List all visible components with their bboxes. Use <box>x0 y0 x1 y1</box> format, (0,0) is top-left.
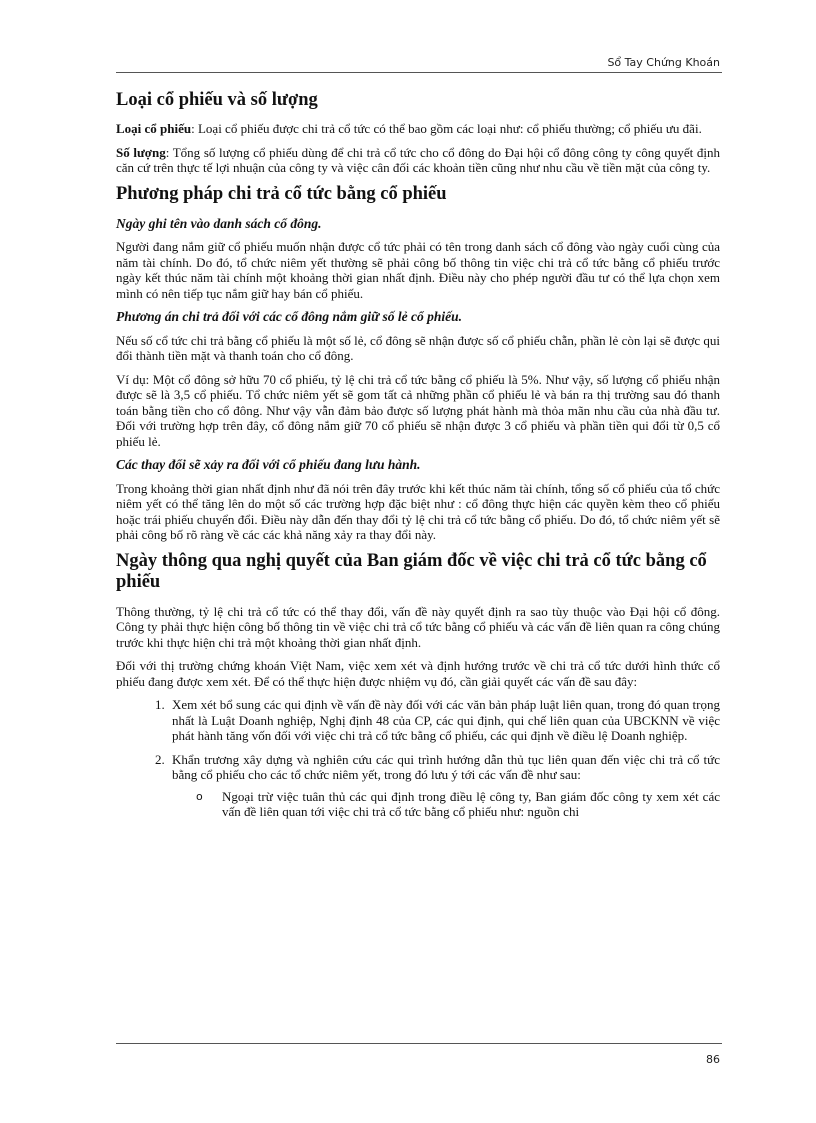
paragraph: Người đang nắm giữ cổ phiếu muốn nhận được cổ tức phải có tên trong danh sách cổ đông vào ngày cuối cùng của năm tài chính. Do đó, tổ chức niêm yết thường sẽ phải công bố thông tin việc chi trả cổ tức bằng cổ phiếu trước ngày kết thúc năm tài chính một khoảng thời gian nhất định. Điều này cho phép người đầu tư có thể lựa chọn xem mình có nên tiếp tục nắm giữ hay bán cổ phiếu. <box>116 239 720 301</box>
section-heading: Loại cổ phiếu và số lượng <box>116 90 318 110</box>
list-item-text: Ngoại trừ việc tuân thủ các qui định trong điều lệ công ty, Ban giám đốc công ty xem xét các vấn đề liên quan tới việc chi trả cổ tức bằng cổ phiếu như: nguồn chi <box>222 788 720 819</box>
term-label: Số lượng <box>116 144 166 160</box>
section-stock-types <box>116 90 720 176</box>
numbered-list <box>116 697 720 820</box>
subsection-heading: Các thay đổi sẽ xảy ra đối với cổ phiếu đang lưu hành. <box>116 457 421 472</box>
page-number: 86 <box>706 1053 720 1066</box>
subsection-heading: Ngày ghi tên vào danh sách cổ đông. <box>116 215 322 231</box>
paragraph <box>116 121 720 137</box>
paragraph: Thông thường, tỷ lệ chi trả cổ tức có thể thay đổi, vấn đề này quyết định ra sao tùy thuộc vào Đại hội cổ đông. Công ty phải thực hiện công bố thông tin về việc chi trả cổ tức bằng cổ phiếu và các vấn đề liên quan ra công chúng trước khi thực hiện chi trả một khoảng thời gian nhất định. <box>116 603 720 650</box>
list-item <box>196 788 720 820</box>
paragraph: Ví dụ: Một cổ đông sở hữu 70 cổ phiếu, tỷ lệ chi trả cổ tức bằng cổ phiếu là 5%. Như vậy, số lượng cổ phiếu nhận được sẽ là 3,5 cổ phiếu. Tổ chức niêm yết sẽ gom tất cả những phần cổ phiếu lẻ và bán ra thị trường sau đó thanh toán bằng tiền cho cổ đông. Như vậy vẫn đảm bảo được số lượng phát hành mà thỏa mãn nhu cầu của nhà đầu tư. Đối với trường hợp trên đây, cổ đông nắm giữ 70 cổ phiếu sẽ nhận được 3 cổ phiếu và phần tiền qui đổi từ 0,5 cổ phiếu lẻ. <box>116 371 720 449</box>
footer-rule <box>116 1043 722 1044</box>
section-payment-method <box>116 184 720 543</box>
paragraph: Đối với thị trường chứng khoán Việt Nam, việc xem xét và định hướng trước về chi trả cổ tức dưới hình thức cổ phiếu đang được xem xét. Để có thể thực hiện được nhiệm vụ đó, cần giải quyết các vấn đề sau đây: <box>116 658 720 689</box>
section-heading: Phương pháp chi trả cổ tức bằng cổ phiếu <box>116 183 447 204</box>
paragraph <box>116 145 720 176</box>
page-content <box>116 90 720 828</box>
bullet-list <box>172 789 720 820</box>
header-rule <box>116 72 722 73</box>
header-title: Sổ Tay Chứng Khoán <box>607 56 720 69</box>
list-item-text: Khẩn trương xây dựng và nghiên cứu các qui trình hướng dẫn thủ tục liên quan đến việc chi trả cổ tức bằng cổ phiếu cho các tổ chức niêm yết, trong đó lưu ý tới các vấn đề như sau: <box>172 751 720 782</box>
paragraph-text: : Loại cổ phiếu được chi trả cổ tức có thể bao gồm các loại như: cổ phiếu thường; cổ phiếu ưu đãi. <box>191 121 702 136</box>
paragraph-text: : Tổng số lượng cổ phiếu dùng để chi trả cổ tức cho cổ đông do Đại hội cổ đông công ty công quyết định căn cứ trên thực tế lợi nhuận của công ty và việc cân đối các khoản tiền cũng như nhu cầu về tiền mặt của công ty. <box>116 144 720 175</box>
term-label: Loại cổ phiếu <box>116 121 192 136</box>
subsection-heading: Phương án chi trả đối với các cổ đông nắm giữ số lẻ cổ phiếu. <box>116 309 463 324</box>
circle-bullet-icon: o <box>196 789 203 803</box>
section-heading: Ngày thông qua nghị quyết của Ban giám đốc về việc chi trả cổ tức bằng cổ phiếu <box>116 550 707 592</box>
section-board-resolution <box>116 551 720 820</box>
list-item <box>168 752 720 820</box>
list-item: 1. Xem xét bổ sung các qui định về vấn đề này đối với các văn bản pháp luật liên quan, trong đó quan trọng nhất là Luật Doanh nghiệp, Nghị định 48 của CP, các qui định, qui chế liên quan của UBCKNN về việc phát hành tăng vốn đối với việc chi trả cổ tức bằng cổ phiếu, các qui định về điều lệ Doanh nghiệp. <box>168 697 720 744</box>
paragraph: Trong khoảng thời gian nhất định như đã nói trên đây trước khi kết thúc năm tài chính, tổng số cổ phiếu của tổ chức niêm yết có thể tăng lên do một số các trường hợp đặc biệt như : cổ đông thực hiện các quyền kèm theo cổ phiếu hoặc trái phiếu chuyển đổi. Điều này dẫn đến thay đổi tỷ lệ chi trả cổ tức bằng cổ phiếu. Do đó, tổ chức niêm yết sẽ phải công bố rõ ràng về các các khả năng xảy ra thay đổi này. <box>116 480 720 542</box>
paragraph: Nếu số cổ tức chi trả bằng cổ phiếu là một số lẻ, cổ đông sẽ nhận được số cổ phiếu chẵn, phần lẻ còn lại sẽ được qui đổi thành tiền mặt và thanh toán cho cổ đông. <box>116 332 720 363</box>
